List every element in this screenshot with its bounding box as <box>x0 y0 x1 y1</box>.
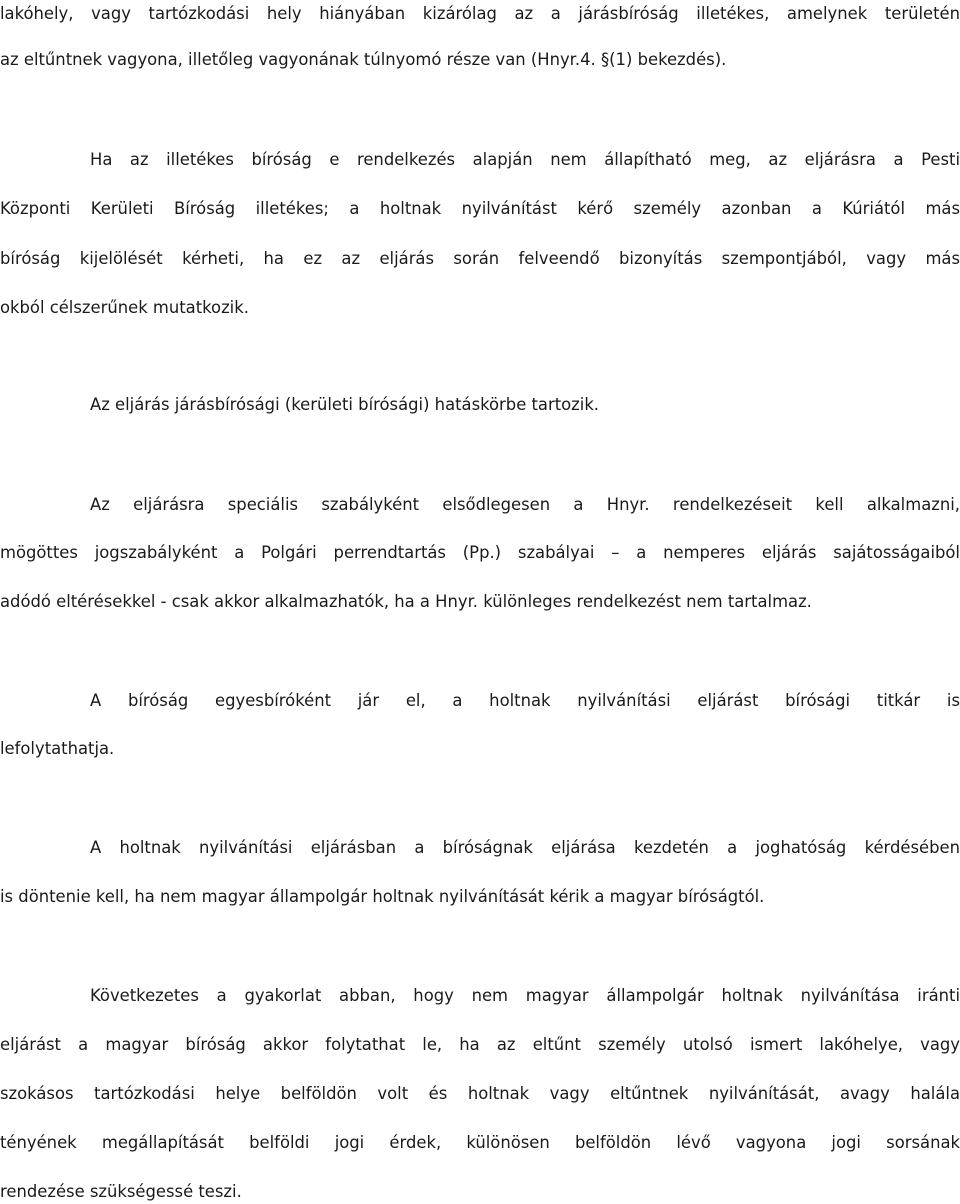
paragraph-6-line-1: Következetes a gyakorlat abban, hogy nem magyar állampolgár holtnak nyilvánítása iránti <box>90 986 960 1005</box>
paragraph-1-line-3: bíróság kijelölését kérheti, ha ez az eljárás során felveendő bizonyítás szempontjából, vagy más <box>0 249 960 268</box>
paragraph-6-line-3: szokásos tartózkodási helye belföldön volt és holtnak vagy eltűntnek nyilvánítását, avagy halála <box>0 1084 960 1103</box>
paragraph-5-line-1: A holtnak nyilvánítási eljárásban a bíróságnak eljárása kezdetén a joghatóság kérdésében <box>90 838 960 857</box>
paragraph-1-line-4: okból célszerűnek mutatkozik. <box>0 298 249 317</box>
paragraph-4-line-1: A bíróság egyesbíróként jár el, a holtnak nyilvánítási eljárást bírósági titkár is <box>90 691 960 710</box>
paragraph-6-line-4: tényének megállapítását belföldi jogi érdek, különösen belföldön lévő vagyona jogi sorsának <box>0 1133 960 1152</box>
paragraph-1-line-2: Központi Kerületi Bíróság illetékes; a holtnak nyilvánítást kérő személy azonban a Kúriától más <box>0 199 960 218</box>
paragraph-5-line-2: is döntenie kell, ha nem magyar állampolgár holtnak nyilvánítását kérik a magyar bíróságtól. <box>0 887 765 906</box>
paragraph-3-line-2: mögöttes jogszabályként a Polgári perrendtartás (Pp.) szabályai – a nemperes eljárás sajátosságaiból <box>0 543 960 562</box>
paragraph-4-line-2: lefolytathatja. <box>0 739 115 758</box>
paragraph-2-line-1: Az eljárás járásbírósági (kerületi bírósági) hatáskörbe tartozik. <box>90 395 600 414</box>
paragraph-6-line-2: eljárást a magyar bíróság akkor folytathat le, ha az eltűnt személy utolsó ismert lakóhelye, vagy <box>0 1035 960 1054</box>
paragraph-3-line-1: Az eljárásra speciális szabályként elsődlegesen a Hnyr. rendelkezéseit kell alkalmazni, <box>90 495 960 514</box>
paragraph-0-line-1: lakóhely, vagy tartózkodási hely hiányában kizárólag az a járásbíróság illetékes, amelynek területén <box>0 4 960 23</box>
paragraph-6-line-5: rendezése szükségessé teszi. <box>0 1182 242 1201</box>
paragraph-3-line-3: adódó eltérésekkel - csak akkor alkalmazhatók, ha a Hnyr. különleges rendelkezést nem tartalmaz. <box>0 592 812 611</box>
paragraph-1-line-1: Ha az illetékes bíróság e rendelkezés alapján nem állapítható meg, az eljárásra a Pesti <box>90 150 960 169</box>
paragraph-0-line-2: az eltűntnek vagyona, illetőleg vagyonának túlnyomó része van (Hnyr.4. §(1) bekezdés). <box>0 50 727 69</box>
